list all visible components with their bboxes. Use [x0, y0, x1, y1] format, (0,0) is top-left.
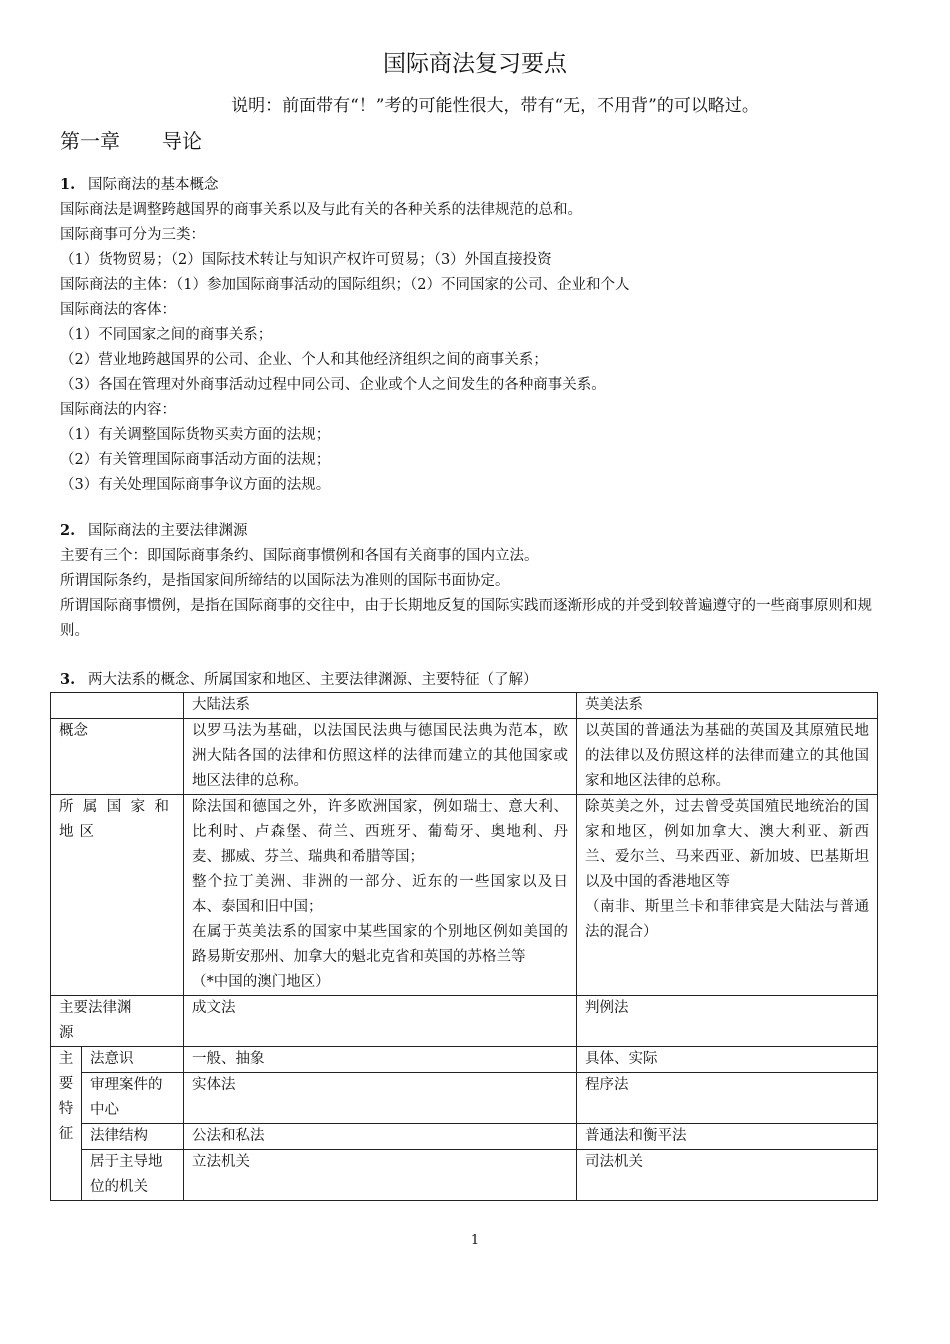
- text-line: 国际商法的客体：: [60, 302, 176, 318]
- table-corner-cell: [51, 693, 184, 719]
- text-line: 主要有三个：即国际商事条约、国际商事惯例和各国有关商事的国内立法。: [60, 548, 539, 564]
- chapter-label: 第一章: [60, 129, 120, 153]
- features-label: 主要特征: [58, 1051, 74, 1142]
- text-line: 所谓国际商事惯例，是指在国际商事的交往中，由于长期地反复的国际实践而逐渐形成的并受到较普遍遵守的一些商事原则和规则。: [60, 598, 872, 639]
- cell-common-regions: [577, 795, 878, 996]
- feature-label: 法意识: [82, 1047, 184, 1073]
- table-row: [51, 1073, 878, 1124]
- cell-civil-regions: [184, 795, 577, 996]
- text-line: 国际商法的主体：（1）参加国际商事活动的国际组织；（2）不同国家的公司、企业和个人: [60, 277, 630, 293]
- section-heading: [60, 667, 894, 693]
- region-text: （*中国的澳门地区）: [192, 974, 330, 990]
- region-text: （南非、斯里兰卡和菲律宾是大陆法与普通法的混合）: [585, 899, 869, 940]
- cell-common-feature: 普通法和衡平法: [577, 1124, 878, 1150]
- table-row: [51, 1150, 878, 1201]
- cell-civil-concept: 以罗马法为基础，以法国民法典与德国民法典为范本，欧洲大陆各国的法律和仿照这样的法律而建立的其他国家或地区法律的总称。: [184, 719, 577, 795]
- doc-title: 国际商法复习要点: [383, 51, 567, 77]
- cell-common-feature: 程序法: [577, 1073, 878, 1124]
- header-common-law: 英美法系: [577, 693, 878, 719]
- table-row: [51, 1124, 878, 1150]
- text-line: 国际商法是调整跨越国界的商事关系以及与此有关的各种关系的法律规范的总和。: [60, 202, 582, 218]
- region-text: 整个拉丁美洲、非洲的一部分、近东的一些国家以及日本、泰国和旧中国；: [192, 874, 568, 915]
- cell-common-concept: 以英国的普通法为基础的英国及其原殖民地的法律以及仿照这样的法律而建立的其他国家和地区法律的总称。: [577, 719, 878, 795]
- text-line: （2）营业地跨越国界的公司、企业、个人和其他经济组织之间的商事关系；: [60, 352, 548, 368]
- cell-common-feature: 具体、实际: [577, 1047, 878, 1073]
- doc-note: 说明：前面带有“！”考的可能性很大，带有“无，不用背”的可以略过。: [231, 96, 759, 116]
- region-text: 在属于英美法系的国家中某些国家的个别地区例如美国的路易斯安那州、加拿大的魁北克省和英国的苏格兰等: [192, 924, 568, 965]
- section-number: 2.: [60, 522, 76, 539]
- legal-systems-table: [50, 692, 878, 1201]
- section-3: [60, 667, 894, 693]
- table-row: [51, 996, 878, 1047]
- section-heading: [60, 518, 894, 544]
- region-text: 除英美之外，过去曾受英国殖民地统治的国家和地区，例如加拿大、澳大利亚、新西兰、爱尔兰、马来西亚、新加坡、巴基斯坦以及中国的香港地区等: [585, 799, 869, 890]
- region-text: 除法国和德国之外，许多欧洲国家，例如瑞士、意大利、比利时、卢森堡、荷兰、西班牙、葡萄牙、奥地利、丹麦、挪威、芬兰、瑞典和希腊等国；: [192, 799, 568, 865]
- table-header-row: [51, 693, 878, 719]
- section-1: [60, 172, 894, 498]
- row-label-concept: 概念: [51, 719, 184, 795]
- table-row: [51, 719, 878, 795]
- table-row: [51, 1047, 878, 1073]
- section-2: [60, 518, 894, 644]
- text-line: 国际商法的内容：: [60, 402, 176, 418]
- page-number: 1: [470, 1233, 480, 1248]
- section-number: 3.: [60, 671, 76, 688]
- text-line: 所谓国际条约，是指国家间所缔结的以国际法为准则的国际书面协定。: [60, 573, 510, 589]
- feature-label: 法律结构: [82, 1124, 184, 1150]
- feature-label: 审理案件的中心: [82, 1073, 184, 1124]
- section-title: 国际商法的主要法律渊源: [88, 523, 248, 539]
- text-line: 国际商事可分为三类：: [60, 227, 205, 243]
- row-label-sources: 主要法律渊源: [51, 996, 184, 1047]
- section-number: 1.: [60, 176, 76, 193]
- table-row: [51, 795, 878, 996]
- section-title: 两大法系的概念、所属国家和地区、主要法律渊源、主要特征（了解）: [88, 672, 538, 688]
- row-label-regions: 所属国家和地区: [51, 795, 184, 996]
- text-line: （1）不同国家之间的商事关系；: [60, 327, 273, 343]
- text-line: （2）有关管理国际商事活动方面的法规；: [60, 452, 331, 468]
- cell-civil-feature: 实体法: [184, 1073, 577, 1124]
- chapter-heading: [60, 126, 202, 156]
- section-heading: [60, 172, 894, 198]
- cell-civil-feature: 公法和私法: [184, 1124, 577, 1150]
- text-line: （1）货物贸易；（2）国际技术转让与知识产权许可贸易；（3）外国直接投资: [60, 252, 552, 268]
- cell-civil-feature: 一般、抽象: [184, 1047, 577, 1073]
- section-title: 国际商法的基本概念: [88, 177, 219, 193]
- text-line: （3）各国在管理对外商事活动过程中同公司、企业或个人之间发生的各种商事关系。: [60, 377, 606, 393]
- header-civil-law: 大陆法系: [184, 693, 577, 719]
- text-line: （3）有关处理国际商事争议方面的法规。: [60, 477, 331, 493]
- chapter-name: 导论: [162, 129, 202, 153]
- cell-common-sources: 判例法: [577, 996, 878, 1047]
- cell-common-feature: 司法机关: [577, 1150, 878, 1201]
- cell-civil-sources: 成文法: [184, 996, 577, 1047]
- cell-civil-feature: 立法机关: [184, 1150, 577, 1201]
- feature-label: 居于主导地位的机关: [82, 1150, 184, 1201]
- row-label-features: [51, 1047, 82, 1201]
- text-line: （1）有关调整国际货物买卖方面的法规；: [60, 427, 331, 443]
